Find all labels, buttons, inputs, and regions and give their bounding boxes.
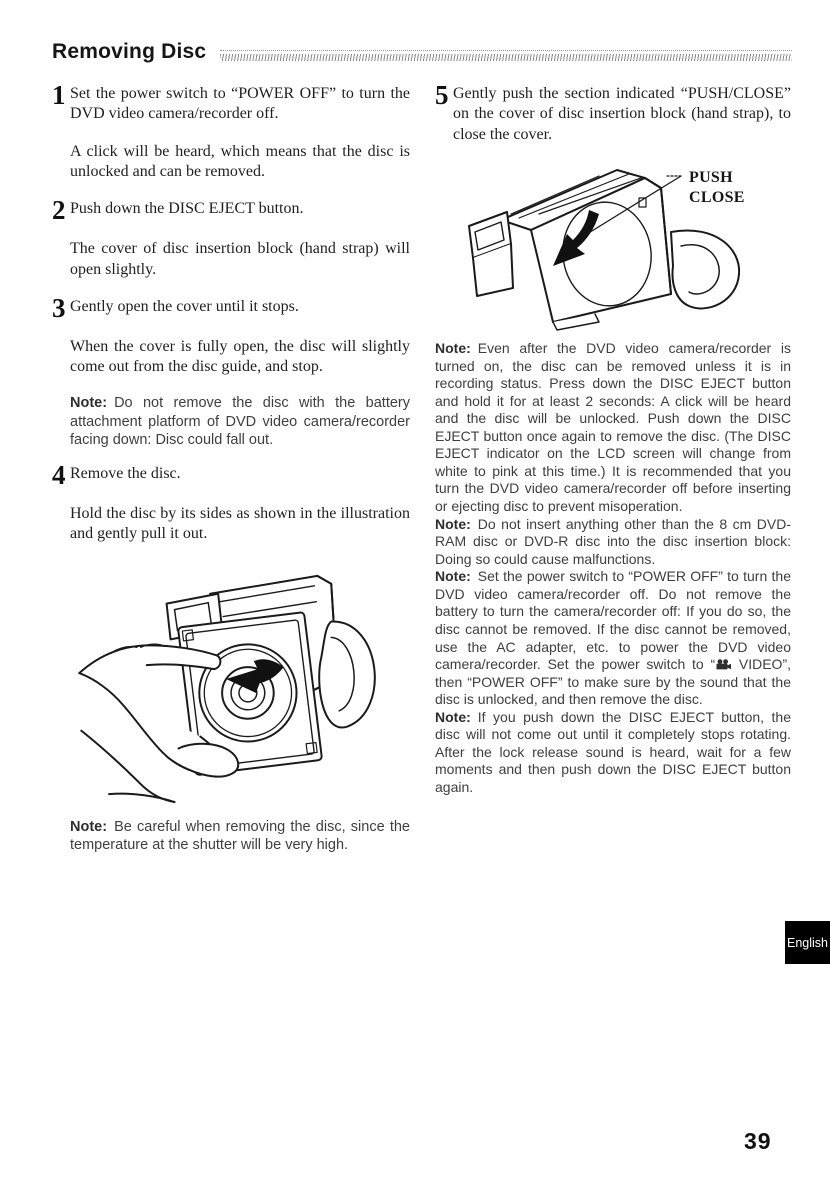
language-tab — [785, 921, 830, 964]
step-4-detail: Hold the disc by its sides as shown in the illustration and gently pull it out. — [70, 505, 410, 543]
step-4-number: 4 — [52, 460, 66, 491]
note-temperature — [70, 818, 410, 855]
push-close-illustration — [449, 162, 789, 334]
note-text: If you push down the DISC EJECT button, the disc will not come out until it completely stops rotating. After the lock release sound is heard, wait for a few moments and then push down the DISC EJECT button again. — [435, 708, 791, 795]
step-3-number: 3 — [52, 292, 66, 323]
note-disc-types — [435, 516, 791, 569]
step-2-text: Push down the DISC EJECT button. — [70, 200, 304, 218]
note-label: Note: — [435, 568, 471, 585]
note-label: Note: — [70, 818, 108, 835]
note-label: Note: — [435, 515, 471, 532]
step-1-text: Set the power switch to “POWER OFF” to turn the DVD video camera/recorder off. — [70, 85, 410, 123]
right-notes — [435, 340, 791, 797]
note-battery-platform — [70, 394, 410, 449]
step-2-detail: The cover of disc insertion block (hand strap) will open slightly. — [70, 240, 410, 278]
note-label: Note: — [70, 395, 108, 412]
disc-removal-drawing — [70, 562, 405, 808]
step-2 — [52, 195, 410, 226]
language-tab-label: English — [787, 935, 828, 950]
section-title: Removing Disc — [52, 40, 207, 63]
title-rule-hatch — [220, 50, 792, 61]
push-close-label — [689, 168, 745, 208]
step-5-text: Gently push the section indicated “PUSH/CLOSE” on the cover of disc insertion block (hand strap), to close the cover. — [453, 85, 791, 143]
step-3-text: Gently open the cover until it stops. — [70, 297, 299, 315]
left-column — [52, 80, 410, 854]
step-2-number: 2 — [52, 195, 66, 226]
step-4-text: Remove the disc. — [70, 465, 181, 483]
step-1 — [52, 80, 410, 125]
push-close-label-line2: CLOSE — [689, 188, 745, 206]
note-text: Even after the DVD video camera/recorder is turned on, the disc can be removed unless it is in recording status. Press down the DISC EJECT button and hold it for at least 2 seconds: A click will be heard and the disc will be unlocked. Push down the DISC EJECT button once again to remove the disc. (The DISC EJECT indicator on the LCD screen will change from white to pink at this time.) It is recommended that you turn the DVD video camera/recorder off before inserting or ejecting disc to prevent misoperation. — [435, 339, 791, 514]
step-1-number: 1 — [52, 80, 66, 110]
note-label: Note: — [435, 708, 471, 725]
step-3-detail: When the cover is fully open, the disc will slightly come out from the disc guide, and stop. — [70, 337, 410, 376]
note-power-off — [435, 568, 791, 709]
disc-removal-illustration — [70, 562, 405, 808]
page-number: 39 — [744, 1128, 772, 1154]
step-5 — [435, 80, 791, 145]
note-label: Note: — [435, 339, 471, 356]
step-1-detail: A click will be heard, which means that the disc is unlocked and can be removed. — [70, 142, 410, 180]
note-text: Do not insert anything other than the 8 cm DVD-RAM disc or DVD-R disc into the disc insertion block: Doing so could cause malfunctions. — [435, 515, 791, 567]
note-text-after-icon: VIDEO”, then “POWER OFF” to make sure by the sound that the disc is unlocked, and then remove the disc. — [435, 656, 792, 708]
note-eject-rotation — [435, 709, 791, 797]
note-text-before-icon: Set the power switch to “POWER OFF” to turn the DVD video camera/recorder off. Do not remove the battery to turn the camera/recorder off: If you do so, the disc cannot be removed. If the disc cannot be removed, use the AC adapter, etc. to power the DVD video camera/recorder. Set the power switch to “ — [435, 568, 791, 673]
push-close-label-line1: PUSH — [689, 168, 733, 186]
video-camera-icon — [716, 659, 731, 670]
note-text: Do not remove the disc with the battery attachment platform of DVD video camera/recorder facing down: Disc could fall out. — [70, 395, 410, 448]
step-4 — [52, 460, 410, 491]
section-header — [52, 40, 792, 64]
note-text: Be careful when removing the disc, since the temperature at the shutter will be very high. — [70, 818, 410, 853]
right-column — [435, 80, 792, 797]
note-eject-while-on — [435, 340, 791, 516]
step-3 — [52, 292, 410, 323]
step-5-number: 5 — [435, 80, 449, 110]
